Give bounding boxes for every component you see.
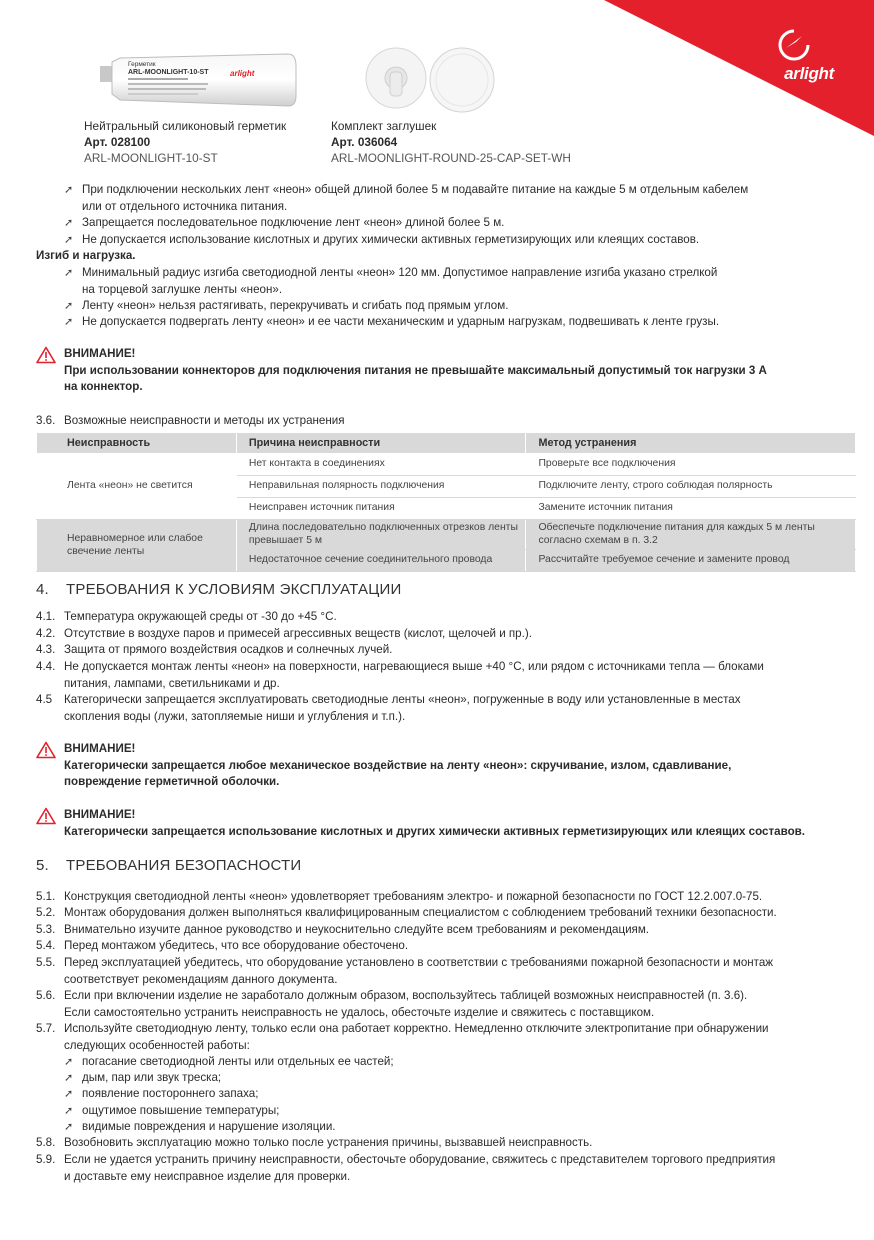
list-item [36, 988, 747, 1021]
list-item [64, 1119, 336, 1136]
product-art: Арт. 036064 [331, 135, 398, 149]
table-cell-cause: Недостаточное сечение соединительного провода [236, 550, 526, 572]
warning-title: ВНИМАНИЕ! [64, 808, 136, 821]
list-item [64, 182, 748, 215]
item-text: Если при включении изделие не заработало должным образом, воспользуйтесь таблицей возможных неисправностей (п. 3.6). [64, 989, 748, 1002]
bullet-line: видимые повреждения и нарушение изоляции. [82, 1120, 336, 1133]
warning-text [64, 807, 805, 840]
item-text: скопления воды (лужи, затопляемые ниши и углубления и т.п.). [64, 709, 406, 723]
troubleshoot-table [36, 432, 856, 572]
list-item [36, 609, 337, 626]
list-item [36, 1135, 592, 1152]
item-text: и доставьте ему неисправное изделие для проверки. [64, 1169, 351, 1183]
item-number: 5.4. [36, 939, 56, 952]
bullet-line: на торцевой заглушке ленты «неон». [82, 282, 283, 296]
arrow-bullet-icon: ➚ [64, 316, 74, 328]
arrow-bullet-icon: ➚ [64, 1056, 74, 1068]
table-cell-cause: Длина последовательно подключенных отрезков ленты превышает 5 м [236, 520, 526, 550]
brand-logo [734, 28, 834, 88]
item-number: 5.2. [36, 906, 56, 919]
bullet-line: При подключении нескольких лент «неон» общей длиной более 5 м подавайте питание на каждые 5 м отдельным кабелем [82, 183, 749, 196]
item-text: Не допускается монтаж ленты «неон» на поверхности, нагревающиеся выше +40 °C, или рядом с источниками тепла — блоками [64, 660, 764, 673]
arrow-bullet-icon: ➚ [64, 1105, 74, 1117]
table-cell-fix: Подключите ленту, строго соблюдая полярность [526, 476, 856, 498]
arrow-bullet-icon: ➚ [64, 217, 74, 229]
section-title [36, 857, 301, 874]
list-item [36, 626, 532, 643]
item-text: Если не удается устранить причину неисправности, обесточьте оборудование, свяжитесь с представителем торгового предприятия [64, 1153, 776, 1166]
table-header-row [37, 433, 856, 454]
table-cell-cause: Неправильная полярность подключения [236, 476, 526, 498]
product-sku: ARL-MOONLIGHT-10-ST [84, 151, 218, 165]
list-item [64, 1103, 279, 1120]
item-number: 4.3. [36, 643, 56, 656]
list-item [36, 938, 408, 955]
arrow-bullet-icon: ➚ [64, 300, 74, 312]
table-row [37, 454, 856, 476]
item-text: Если самостоятельно устранить неисправность не удалось, обесточьте изделие и свяжитесь с поставщиком. [64, 1005, 655, 1019]
bullet-line: появление постороннего запаха; [82, 1087, 259, 1100]
list-item [64, 298, 508, 315]
arrow-bullet-icon: ➚ [64, 267, 74, 279]
list-item [36, 1021, 769, 1054]
warning-title: ВНИМАНИЕ! [64, 742, 136, 755]
section-number: 4. [36, 581, 49, 598]
sealant-tube-image [100, 48, 300, 116]
bullet-line: Не допускается использование кислотных и других химически активных герметизирующих или клеящих составов. [82, 233, 700, 246]
list-item [36, 642, 392, 659]
warning-title: ВНИМАНИЕ! [64, 347, 136, 360]
bullet-line: дым, пар или звук треска; [82, 1071, 222, 1084]
table-cell-fix: Рассчитайте требуемое сечение и замените провод [526, 550, 856, 572]
item-number: 4.1. [36, 610, 56, 623]
bullet-line: Ленту «неон» нельзя растягивать, перекручивать и сгибать под прямым углом. [82, 299, 509, 312]
item-text: Защита от прямого воздействия осадков и солнечных лучей. [64, 643, 393, 656]
section-title-text: ТРЕБОВАНИЯ БЕЗОПАСНОСТИ [66, 857, 302, 874]
item-number: 5.6. [36, 989, 56, 1002]
item-text: следующих особенностей работы: [64, 1038, 250, 1052]
warning-line: повреждение герметичной оболочки. [64, 775, 280, 788]
item-text: Конструкция светодиодной ленты «неон» удовлетворяет требованиям электро- и пожарной безопасности по ГОСТ 12.2.007.0-75. [64, 890, 763, 903]
table-cell-problem: Неравномерное или слабое свечение ленты [37, 520, 237, 572]
tube-label-line1: Герметик [128, 61, 156, 68]
arrow-bullet-icon: ➚ [64, 1088, 74, 1100]
list-item [36, 905, 777, 922]
item-number: 5.3. [36, 923, 56, 936]
table-cell-cause: Неисправен источник питания [236, 498, 526, 520]
end-caps-image [362, 42, 502, 118]
warning-line: на коннектор. [64, 380, 143, 393]
table-cell-fix: Обеспечьте подключение питания для каждых 5 м ленты согласно схемам в п. 3.2 [526, 520, 856, 550]
item-text: Используйте светодиодную ленту, только если она работает корректно. Немедленно отключите электропитание при обнаружении [64, 1022, 769, 1035]
item-text: Категорически запрещается эксплуатировать светодиодные ленты «неон», погруженные в воду или установленные в местах [64, 693, 741, 706]
product-name: Нейтральный силиконовый герметик [84, 119, 287, 133]
bullet-line: или от отдельного источника питания. [82, 199, 288, 213]
list-item [64, 232, 699, 249]
list-item [64, 1070, 221, 1087]
item-text: питания, лампами, светильниками и др. [64, 676, 280, 690]
item-text: Перед эксплуатацией убедитесь, что оборудование установлено в соответствии с требованиями пожарной безопасности и монтаж [64, 956, 774, 969]
product-caption-sealant [84, 118, 286, 166]
list-item [36, 889, 762, 906]
section-title-text: ТРЕБОВАНИЯ К УСЛОВИЯМ ЭКСПЛУАТАЦИИ [66, 581, 402, 598]
item-text: Возможные неисправности и методы их устранения [64, 414, 345, 427]
tube-label-line2: ARL-MOONLIGHT-10-ST [128, 69, 209, 76]
item-text: соответствует рекомендациям данного документа. [64, 972, 338, 986]
list-item [36, 1152, 775, 1185]
table-cell-fix: Проверьте все подключения [526, 454, 856, 476]
logo-swoosh-icon [776, 28, 812, 62]
table-cell-fix: Замените источник питания [526, 498, 856, 520]
bullet-line: ощутимое повышение температуры; [82, 1104, 280, 1117]
product-art: Арт. 028100 [84, 135, 151, 149]
warning-line: При использовании коннекторов для подключения питания не превышайте максимальный допустимый ток нагрузки 3 А [64, 363, 767, 377]
item-number: 5.8. [36, 1136, 56, 1149]
item-number: 5.1. [36, 890, 56, 903]
list-item [36, 922, 649, 939]
product-caption-caps [331, 118, 571, 166]
table-cell-problem: Лента «неон» не светится [37, 454, 237, 520]
item-text: Температура окружающей среды от -30 до +45 °C. [64, 610, 337, 623]
item-number: 5.5. [36, 956, 56, 969]
bullet-line: Запрещается последовательное подключение лент «неон» длиной более 5 м. [82, 216, 505, 229]
table-cell-cause: Нет контакта в соединениях [236, 454, 526, 476]
bend-heading: Изгиб и нагрузка. [36, 249, 136, 262]
list-item [64, 265, 717, 298]
warning-line: Категорически запрещается любое механическое воздействие на ленту «неон»: скручивание, излом, сдавливание, [64, 758, 732, 772]
item-text: Отсутствие в воздухе паров и примесей агрессивных веществ (кислот, щелочей и пр.). [64, 627, 532, 640]
arrow-bullet-icon: ➚ [64, 234, 74, 246]
table-header: Метод устранения [526, 433, 856, 454]
troubleshoot-heading [36, 413, 345, 430]
arrow-bullet-icon: ➚ [64, 1072, 74, 1084]
bullet-line: Не допускается подвергать ленту «неон» и ее части механическим и ударным нагрузкам, подвешивать к ленте грузы. [82, 315, 720, 328]
warning-triangle-icon [36, 741, 56, 759]
item-number: 5.7. [36, 1022, 56, 1035]
warning-triangle-icon [36, 346, 56, 364]
table-header: Причина неисправности [236, 433, 526, 454]
arrow-bullet-icon: ➚ [64, 1121, 74, 1133]
logo-text: arlight [784, 64, 834, 83]
table-row [37, 520, 856, 550]
item-number: 4.2. [36, 627, 56, 640]
arrow-bullet-icon: ➚ [64, 184, 74, 196]
bullet-line: Минимальный радиус изгиба светодиодной ленты «неон» 120 мм. Допустимое направление изгиба указано стрелкой [82, 266, 718, 279]
item-number: 3.6. [36, 414, 56, 427]
list-item [36, 955, 773, 988]
item-text: Возобновить эксплуатацию можно только после устранения причины, вызвавшей неисправность. [64, 1136, 593, 1149]
warning-line: Категорически запрещается использование кислотных и других химически активных герметизирующих или клеящих составов. [64, 824, 806, 838]
warning-text [64, 346, 767, 396]
list-item [64, 314, 719, 331]
product-name: Комплект заглушек [331, 119, 437, 133]
bullet-line: погасание светодиодной ленты или отдельных ее частей; [82, 1055, 394, 1068]
list-item [36, 692, 741, 725]
list-item [64, 1054, 394, 1071]
item-number: 4.5 [36, 693, 53, 706]
list-item [64, 215, 504, 232]
tube-brand: arlight [230, 69, 255, 78]
item-text: Внимательно изучите данное руководство и неукоснительно следуйте всем требованиям и рекомендациям. [64, 923, 650, 936]
product-sku: ARL-MOONLIGHT-ROUND-25-CAP-SET-WH [331, 151, 571, 165]
section-title [36, 581, 402, 598]
list-item [36, 659, 764, 692]
item-text: Монтаж оборудования должен выполняться квалифицированным специалистом с соблюдением требований техники безопасности. [64, 906, 777, 919]
list-item [64, 1086, 258, 1103]
item-number: 5.9. [36, 1153, 56, 1166]
warning-triangle-icon [36, 807, 56, 825]
warning-text [64, 741, 731, 791]
section-number: 5. [36, 857, 49, 874]
table-header: Неисправность [37, 433, 237, 454]
item-text: Перед монтажом убедитесь, что все оборудование обесточено. [64, 939, 409, 952]
item-number: 4.4. [36, 660, 56, 673]
